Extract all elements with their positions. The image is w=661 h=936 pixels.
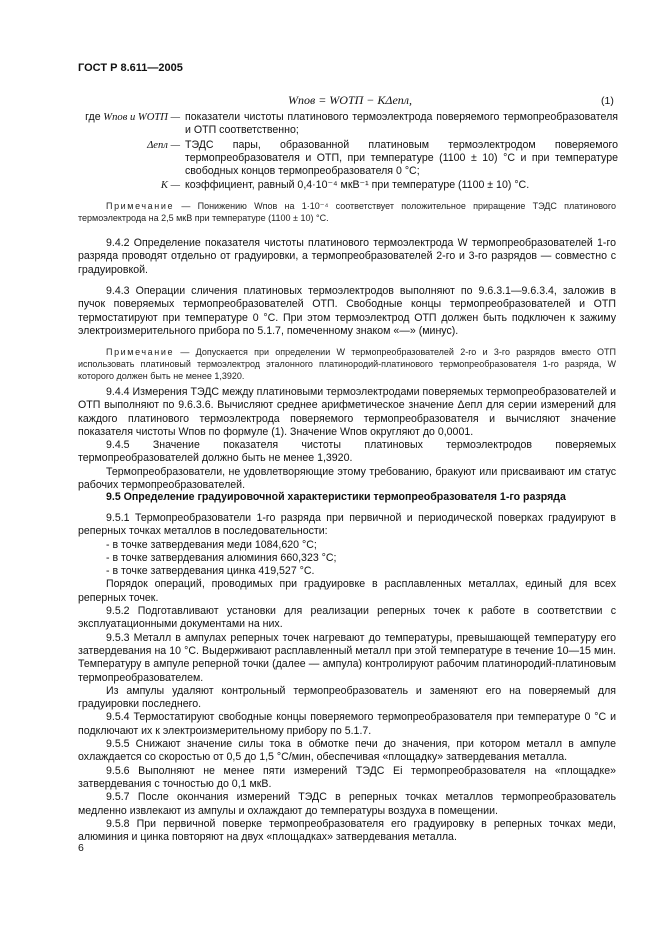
- note-1-text: — Понижению Wпов на 1·10⁻⁴ соответствует положительное приращение ТЭДС платинового термоэлектрода на 2,5 мкВ при температуре (1100 ± 10) °С.: [78, 201, 616, 223]
- def-term-k: K —: [160, 180, 180, 192]
- def-text-k: коэффициент, равный 0,4·10⁻⁴ мкВ⁻¹ при температуре (1100 ± 10) °С.: [185, 179, 530, 192]
- para-9-4-3: 9.4.3 Операции сличения платиновых термоэлектродов выполняют по 9.6.3.1—9.6.3.4, заложив в пучок поверяемых термопреобразователей ОТП. Свободные концы термопреобразователей и ОТП термостатируют при температуре 0 °С. При этом термоэлектрод ОТП должен быть подключен к зажиму электроизмерительного прибора по 5.1.7, помеченному знаком «—» (минус).: [78, 285, 616, 337]
- page-number: 6: [78, 842, 84, 854]
- def-term-delta: Δeпл —: [147, 139, 180, 151]
- section-heading-9-5: 9.5 Определение градуировочной характеристики термопреобразователя 1-го разряда: [106, 491, 566, 503]
- para-9-5-3: 9.5.3 Металл в ампулах реперных точек нагревают до температуры, превышающей температуру его затвердевания на 10 °С. Выдерживают расплавленный металл при этой температуре в течение 10—15 мин. Температуру в ампуле реперной точки (далее — ампула) контролируют рабочим платинородий-платиновым термопреобразователем.: [78, 631, 616, 684]
- note-1-label: Примечание: [106, 201, 175, 211]
- para-9-5-1: 9.5.1 Термопреобразователи 1-го разряда при первичной и периодической поверках градуируют в реперных точках металлов в последовательности:: [78, 512, 616, 538]
- para-9-5-7: 9.5.7 После окончания измерений ТЭДС в реперных точках металлов термопреобразователь медленно извлекают из ампулы и охлаждают до температуры воздуха в помещении.: [78, 791, 616, 817]
- where-word: где: [85, 111, 101, 123]
- list-item: - в точке затвердевания алюминия 660,323 °С;: [106, 551, 337, 564]
- para-9-5-1-b: Порядок операций, проводимых при градуировке в расплавленных металлах, единый для всех реперных точек.: [78, 578, 616, 604]
- def-text-delta: ТЭДС пары, образованной платиновым термоэлектродом поверяемого термопреобразователя и ОТП, при температуре (1100 ± 10) °С и при температуре свободных концов термопреобразователя 0 °С;: [185, 138, 618, 178]
- def-text-w: показатели чистоты платинового термоэлектрода поверяемого термопреобразователя и ОТП соответственно;: [185, 111, 618, 137]
- note-2: [78, 346, 616, 382]
- para-9-4-2: 9.4.2 Определение показателя чистоты платинового термоэлектрода W термопреобразователей 1-го разряда проводят отдельно от градуировки, а термопреобразователей 2-го и 3-го разрядов — совместно с градуировкой.: [78, 237, 616, 276]
- note-2-label: Примечание: [106, 347, 175, 357]
- formula-number: (1): [601, 95, 614, 107]
- list-item: - в точке затвердевания меди 1084,620 °С;: [106, 538, 317, 551]
- list-item: - в точке затвердевания цинка 419,527 °С.: [106, 565, 315, 578]
- note-2-text: — Допускается при определении W термопреобразователей 2-го и 3-го разрядов вместо ОТП использовать платиновый термоэлектрод эталонного платинородий-платинового термопреобразователя 1-го разряда, W которого должен быть не менее 1,3920.: [78, 347, 616, 381]
- para-9-5-6: 9.5.6 Выполняют не менее пяти измерений ТЭДС Ei термопреобразователя на «площадке» затвердевания с точностью до 0,1 мкВ.: [78, 764, 616, 790]
- para-9-5-5: 9.5.5 Снижают значение силы тока в обмотке печи до значения, при котором металл в ампуле охлаждается со скоростью от 0,5 до 1,5 °С/мин, обеспечивая «площадку» затвердевания металла.: [78, 738, 616, 764]
- definitions: [78, 111, 618, 193]
- para-9-5-2: 9.5.2 Подготавливают установки для реализации реперных точек к работе в соответствии с эксплуатационными документами на них.: [78, 605, 616, 631]
- def-term-w: Wпов и WОТП —: [103, 112, 180, 123]
- para-9-4-5: 9.4.5 Значение показателя чистоты платиновых термоэлектродов поверяемых термопреобразователей должно быть не менее 1,3920. Термопреобразователи, не удовлетворяющие этому требованию, бракуют или присваивают им статус рабочих термопреобразователей.: [78, 439, 616, 491]
- para-9-4-4: 9.4.4 Измерения ТЭДС между платиновыми термоэлектродами поверяемых термопреобразователей и ОТП выполняют по 9.6.3.6. Вычисляют среднее арифметическое значение Δeпл для серии измерений для каждого платинового термоэлектрода поверяемого термопреобразователя и вычисляют значение показателя чистоты Wпов по формуле (1). Значение Wпов округляют до 0,0001.: [78, 386, 616, 438]
- para-9-5-8: 9.5.8 При первичной поверке термопреобразователя его градуировку в реперных точках меди, алюминия и цинка повторяют на двух «площадках» затвердевания металла.: [78, 817, 616, 844]
- note-1: [78, 200, 616, 224]
- para-9-5-4: 9.5.4 Термостатируют свободные концы поверяемого термопреобразователя при температуре 0 °С и подключают их к электроизмерительному прибору по 5.1.7.: [78, 711, 616, 737]
- standard-header: ГОСТ Р 8.611—2005: [78, 62, 183, 74]
- para-9-5-3-b: Из ампулы удаляют контрольный термопреобразователь и заменяют его на поверяемый для градуировки последнего.: [78, 684, 616, 711]
- formula: Wпов = WОТП − KΔeпл,: [288, 93, 413, 107]
- section-9-5-body: [78, 512, 616, 844]
